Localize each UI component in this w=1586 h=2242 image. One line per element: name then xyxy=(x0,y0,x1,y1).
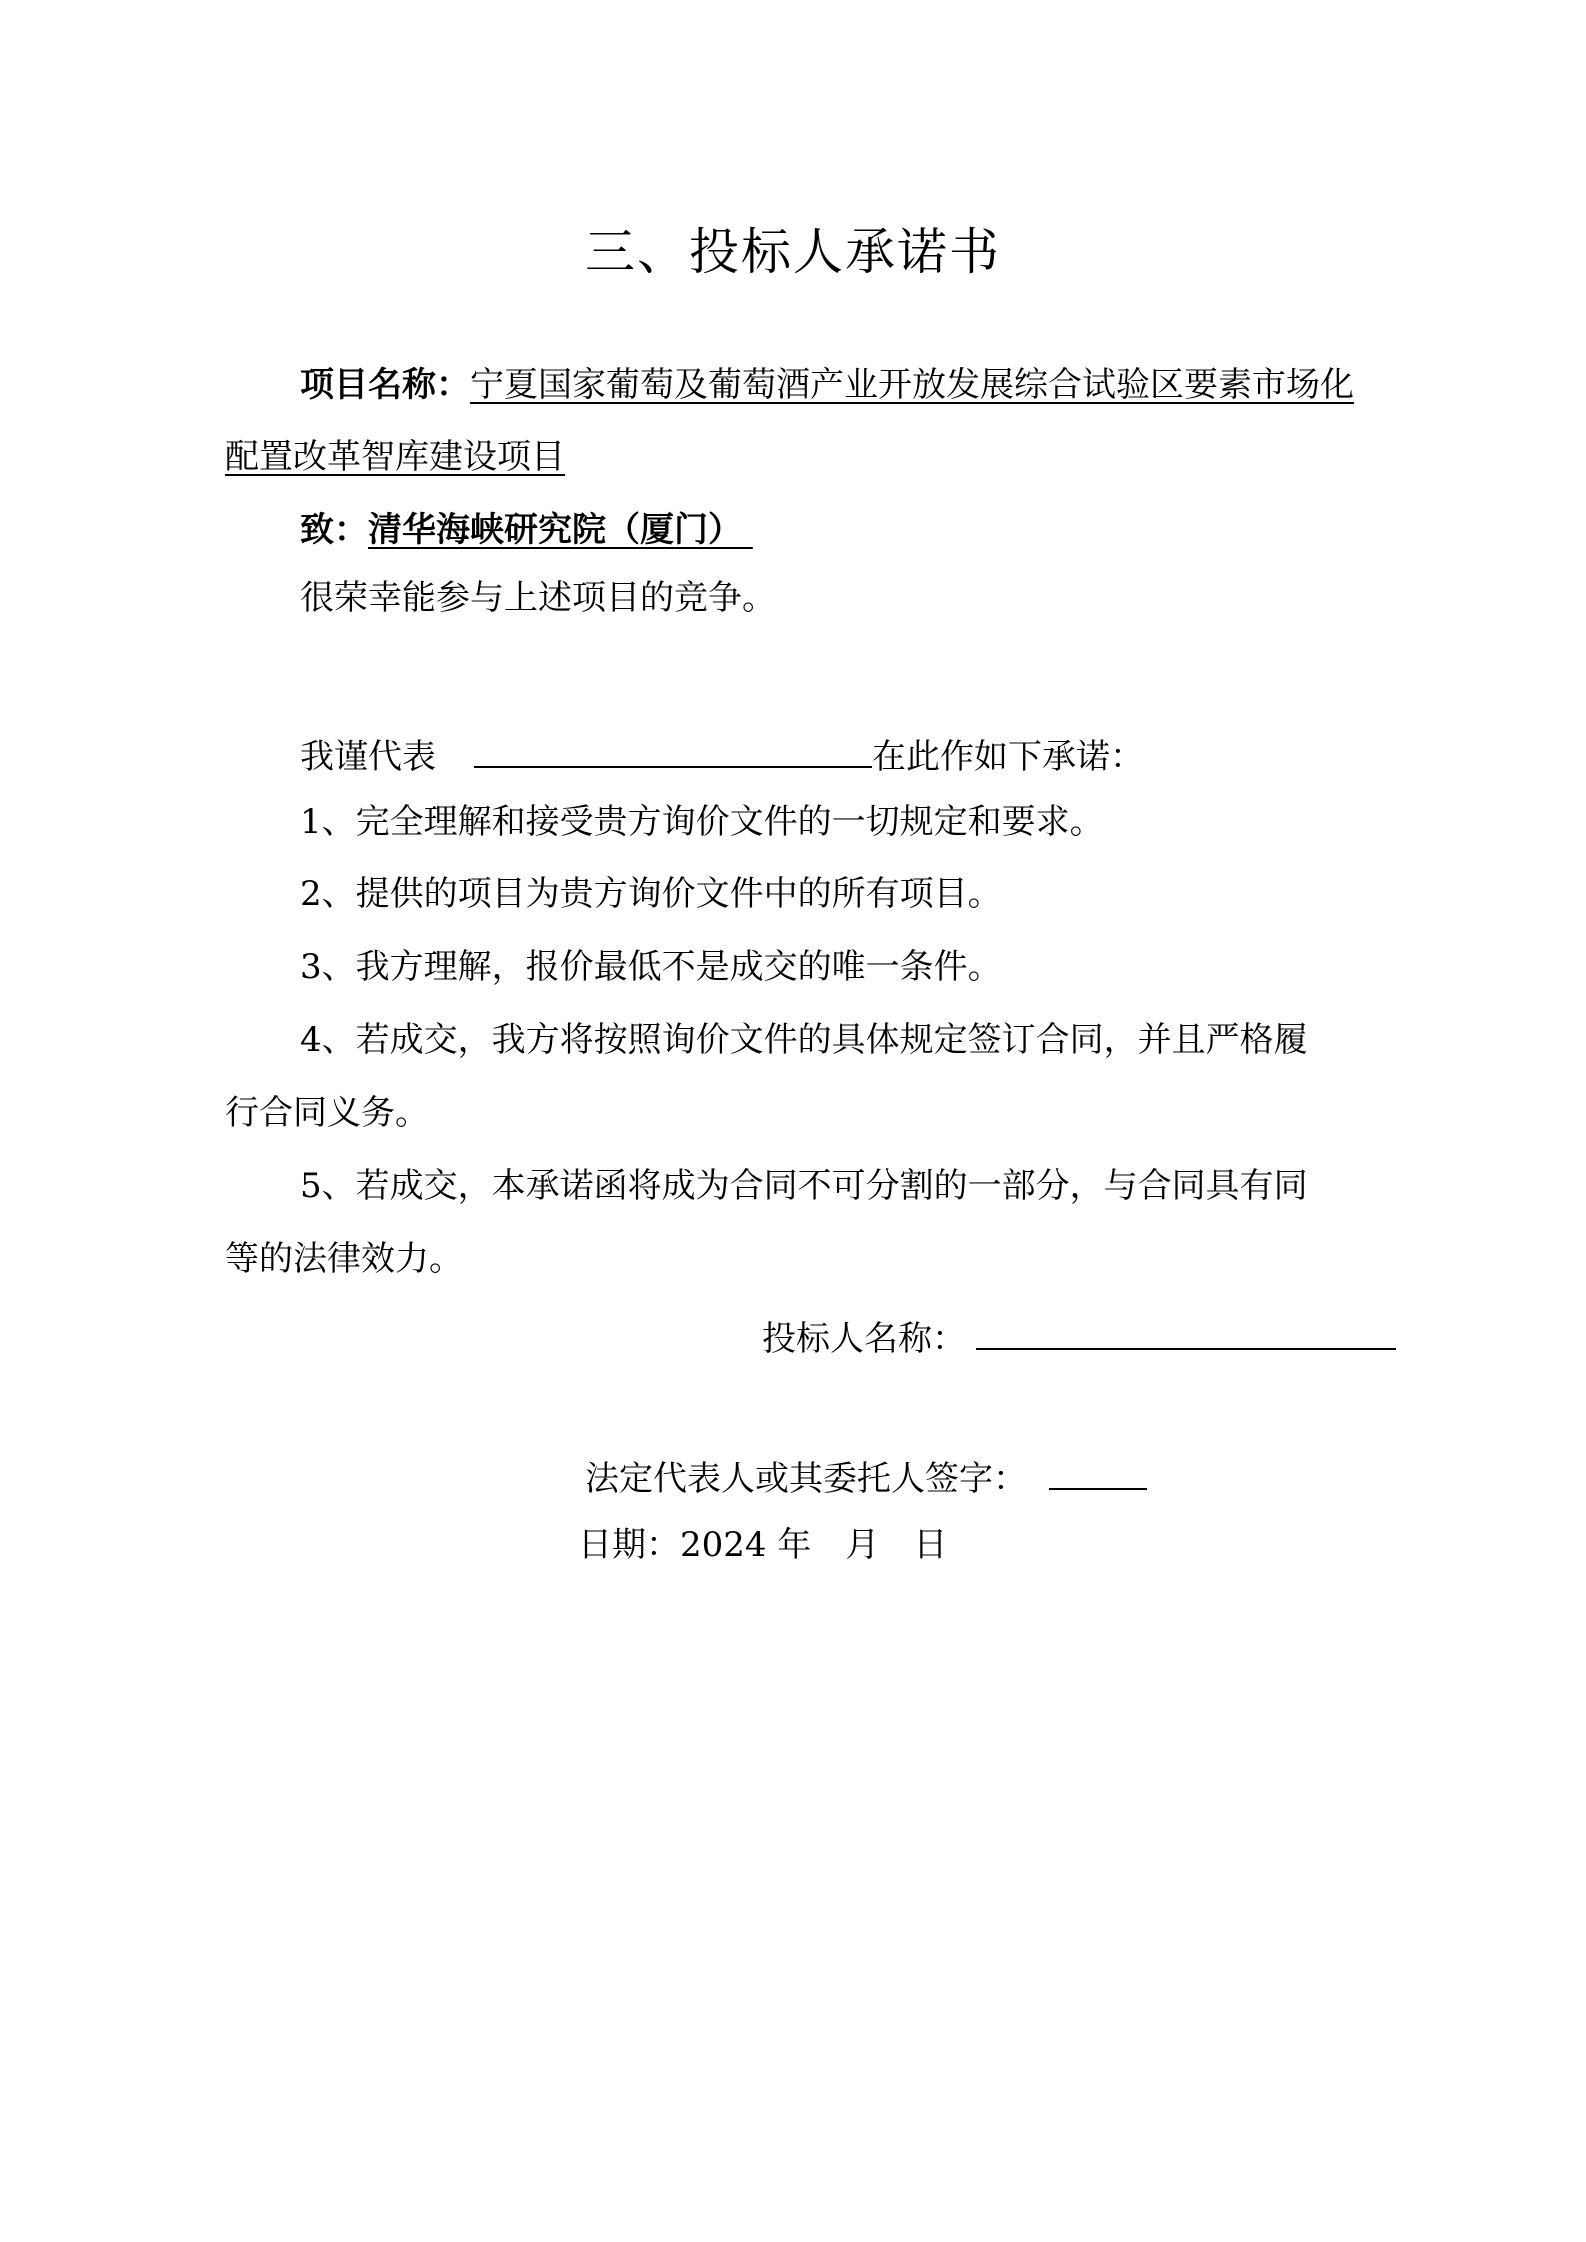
pledge-item-4-continued: 行合同义务。 xyxy=(225,1093,429,1133)
pledge-item-3: 3、我方理解，报价最低不是成交的唯一条件。 xyxy=(300,947,1002,987)
project-label: 项目名称： xyxy=(300,365,470,405)
pledge-item-4: 4、若成交，我方将按照询价文件的具体规定签订合同，并且严格履 xyxy=(300,1020,1308,1060)
pledge-line xyxy=(225,728,1520,777)
bidder-name-line xyxy=(762,1310,1396,1359)
pledge-item-5: 5、若成交，本承诺函将成为合同不可分割的一部分，与合同具有同 xyxy=(300,1166,1308,1206)
signature-label: 法定代表人或其委托人签字： xyxy=(585,1459,1027,1499)
pledge-prefix: 我谨代表 xyxy=(300,737,436,777)
project-name-line2: 配置改革智库建设项目 xyxy=(225,437,565,477)
bidder-name-label: 投标人名称： xyxy=(762,1319,966,1359)
date-line: 日期：2024 年 月 日 xyxy=(578,1525,948,1565)
recipient-line xyxy=(225,510,1520,550)
pledge-item-1: 1、完全理解和接受贵方询价文件的一切规定和要求。 xyxy=(300,802,1104,842)
signature-line xyxy=(585,1450,1147,1499)
pledge-item-5-continued: 等的法律效力。 xyxy=(225,1239,463,1279)
signature-blank[interactable] xyxy=(1049,1450,1147,1490)
pledge-suffix: 在此作如下承诺： xyxy=(872,737,1144,777)
representative-blank[interactable] xyxy=(474,728,872,768)
project-name-continued xyxy=(225,437,1445,477)
project-name: 宁夏国家葡萄及葡萄酒产业开放发展综合试验区要素市场化 xyxy=(470,365,1354,405)
recipient-name: 清华海峡研究院（厦门） xyxy=(368,510,742,550)
recipient-label: 致： xyxy=(300,510,368,550)
intro-text: 很荣幸能参与上述项目的竞争。 xyxy=(300,578,776,618)
document-title: 三、投标人承诺书 xyxy=(585,223,1001,281)
project-name-line xyxy=(225,365,1520,405)
pledge-item-2: 2、提供的项目为贵方询价文件中的所有项目。 xyxy=(300,874,1002,914)
bidder-name-blank[interactable] xyxy=(976,1310,1396,1350)
